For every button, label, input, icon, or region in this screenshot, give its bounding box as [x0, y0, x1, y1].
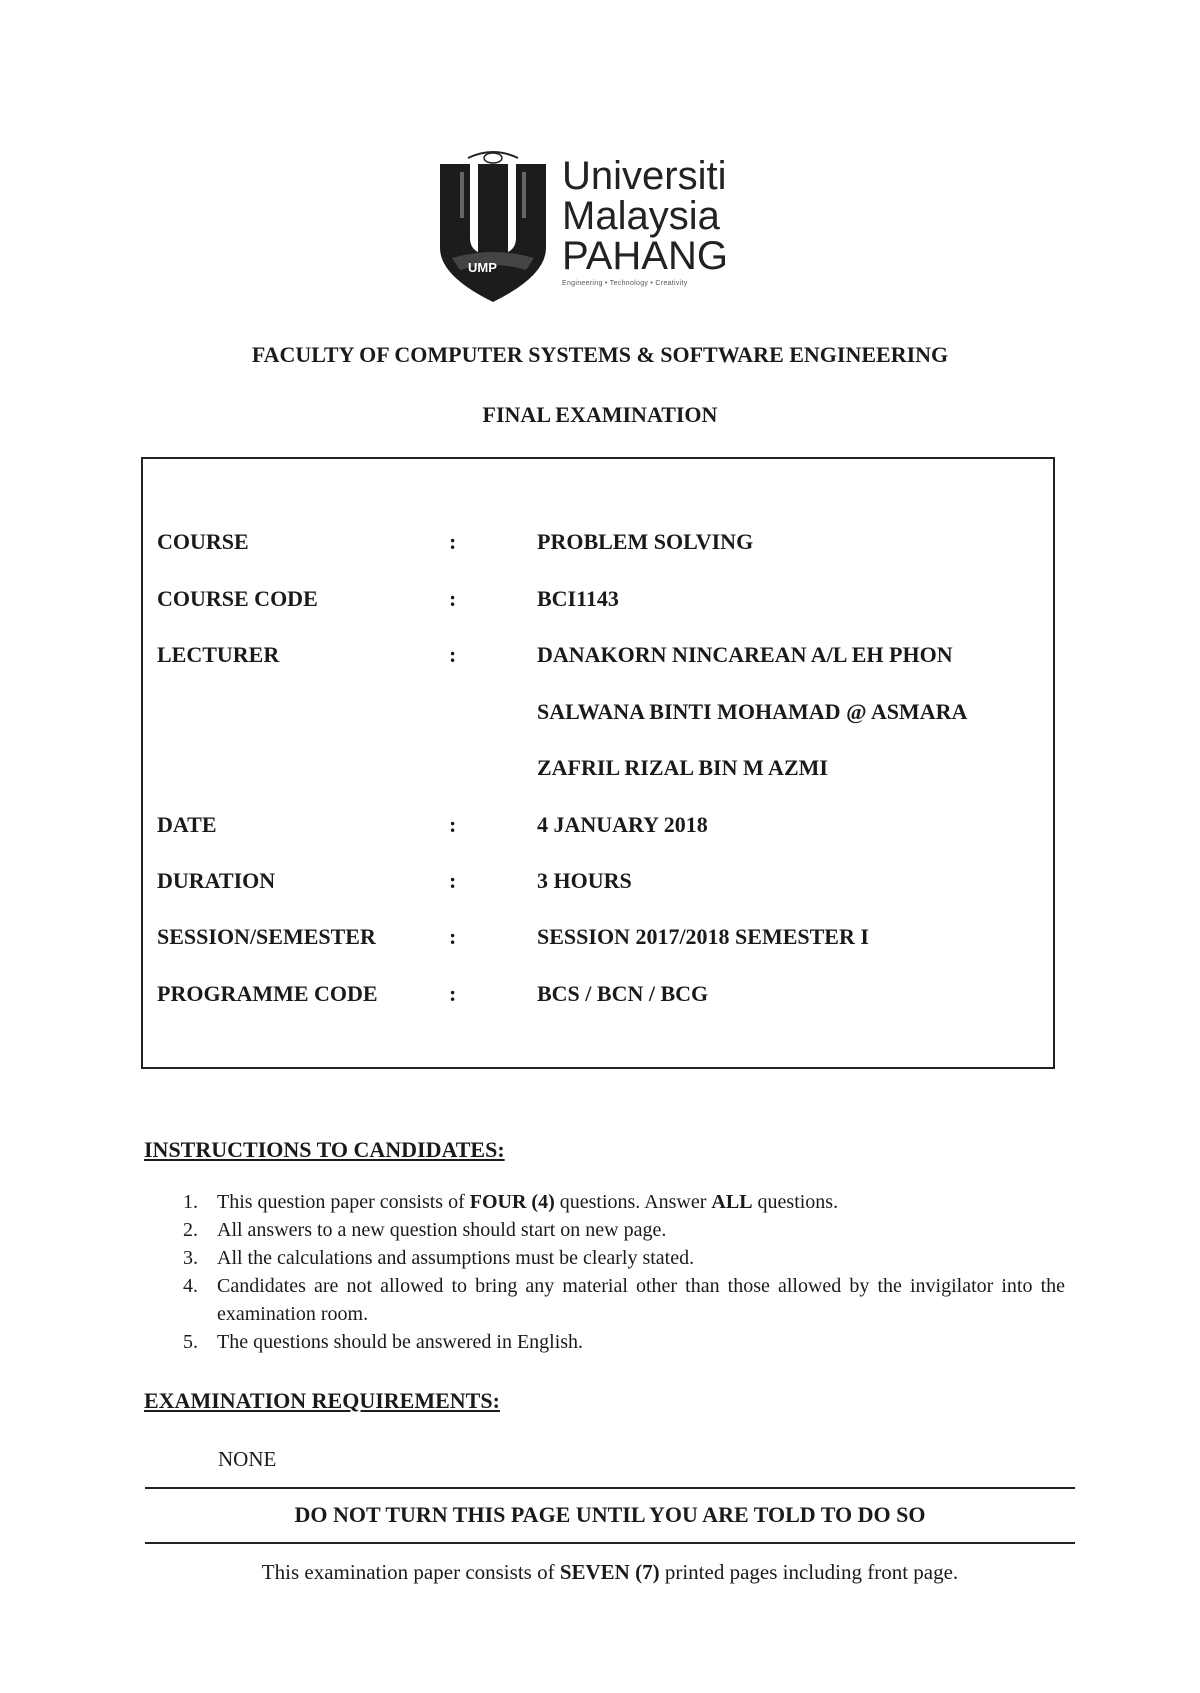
item-number: 5.	[183, 1331, 198, 1353]
item-number: 3.	[183, 1247, 198, 1269]
logo-badge: UMP	[468, 260, 497, 275]
date-label: DATE	[157, 812, 217, 837]
page-count-note	[145, 1560, 1075, 1585]
requirements-heading: EXAMINATION REQUIREMENTS:	[144, 1388, 500, 1413]
colon: :	[449, 812, 457, 837]
duration-label: DURATION	[157, 868, 276, 893]
list-item	[175, 1216, 1065, 1244]
session-label: SESSION/SEMESTER	[157, 924, 376, 949]
programme-value: BCS / BCN / BCG	[537, 981, 709, 1006]
footer-emphasis: SEVEN (7)	[559, 1560, 660, 1584]
lecturer-label: LECTURER	[157, 642, 280, 667]
item-text: questions.	[752, 1191, 839, 1213]
course-label: COURSE	[157, 529, 249, 554]
course-code-value: BCI1143	[537, 586, 619, 611]
course-info-box	[141, 457, 1055, 1069]
duration-value: 3 HOURS	[537, 868, 632, 893]
item-text: Candidates are not allowed to bring any material other than those allowed by the invigilator into the examination room.	[217, 1275, 1065, 1325]
colon: :	[449, 924, 457, 949]
logo-line-1: Universiti	[562, 154, 727, 198]
logo-tagline: Engineering • Technology • Creativity	[562, 280, 688, 287]
ump-crest-icon	[438, 148, 548, 308]
item-number: 4.	[183, 1275, 198, 1297]
item-emphasis: ALL	[711, 1191, 753, 1213]
logo-wordmark	[562, 156, 728, 287]
course-code-label: COURSE CODE	[157, 586, 318, 611]
list-item	[175, 1272, 1065, 1328]
item-number: 1.	[183, 1191, 198, 1213]
footer-text: This examination paper consists of	[261, 1560, 560, 1584]
colon: :	[449, 529, 457, 554]
item-emphasis: FOUR (4)	[469, 1191, 555, 1213]
requirements-value: NONE	[218, 1447, 277, 1471]
item-number: 2.	[183, 1219, 198, 1241]
logo-line-3: PAHANG	[562, 234, 728, 278]
list-item	[175, 1188, 1065, 1216]
lecturer-name: ZAFRIL RIZAL BIN M AZMI	[537, 755, 828, 780]
warning-notice: DO NOT TURN THIS PAGE UNTIL YOU ARE TOLD TO DO SO	[294, 1502, 926, 1527]
lecturer-name: DANAKORN NINCAREAN A/L EH PHON	[537, 642, 953, 667]
list-item	[175, 1328, 1065, 1356]
item-text: The questions should be answered in English.	[217, 1331, 584, 1353]
colon: :	[449, 981, 457, 1006]
item-text: questions. Answer	[554, 1191, 712, 1213]
colon: :	[449, 868, 457, 893]
lecturer-name: SALWANA BINTI MOHAMAD @ ASMARA	[537, 699, 968, 724]
date-value: 4 JANUARY 2018	[537, 812, 708, 837]
item-text: This question paper consists of	[217, 1191, 470, 1213]
divider	[145, 1487, 1075, 1489]
instructions-list	[175, 1188, 1065, 1356]
item-text: All the calculations and assumptions must be clearly stated.	[217, 1247, 695, 1269]
item-text: All answers to a new question should start on new page.	[217, 1219, 667, 1241]
colon: :	[449, 642, 457, 667]
instructions-heading: INSTRUCTIONS TO CANDIDATES:	[144, 1137, 505, 1162]
footer-text: printed pages including front page.	[659, 1560, 959, 1584]
programme-label: PROGRAMME CODE	[157, 981, 378, 1006]
colon: :	[449, 586, 457, 611]
exam-title: FINAL EXAMINATION	[482, 402, 718, 427]
list-item	[175, 1244, 1065, 1272]
divider	[145, 1542, 1075, 1544]
session-value: SESSION 2017/2018 SEMESTER I	[537, 924, 869, 949]
faculty-name: FACULTY OF COMPUTER SYSTEMS & SOFTWARE ENGINEERING	[251, 342, 949, 367]
course-value: PROBLEM SOLVING	[537, 529, 754, 554]
logo-line-2: Malaysia	[562, 194, 720, 238]
university-logo	[438, 148, 768, 308]
